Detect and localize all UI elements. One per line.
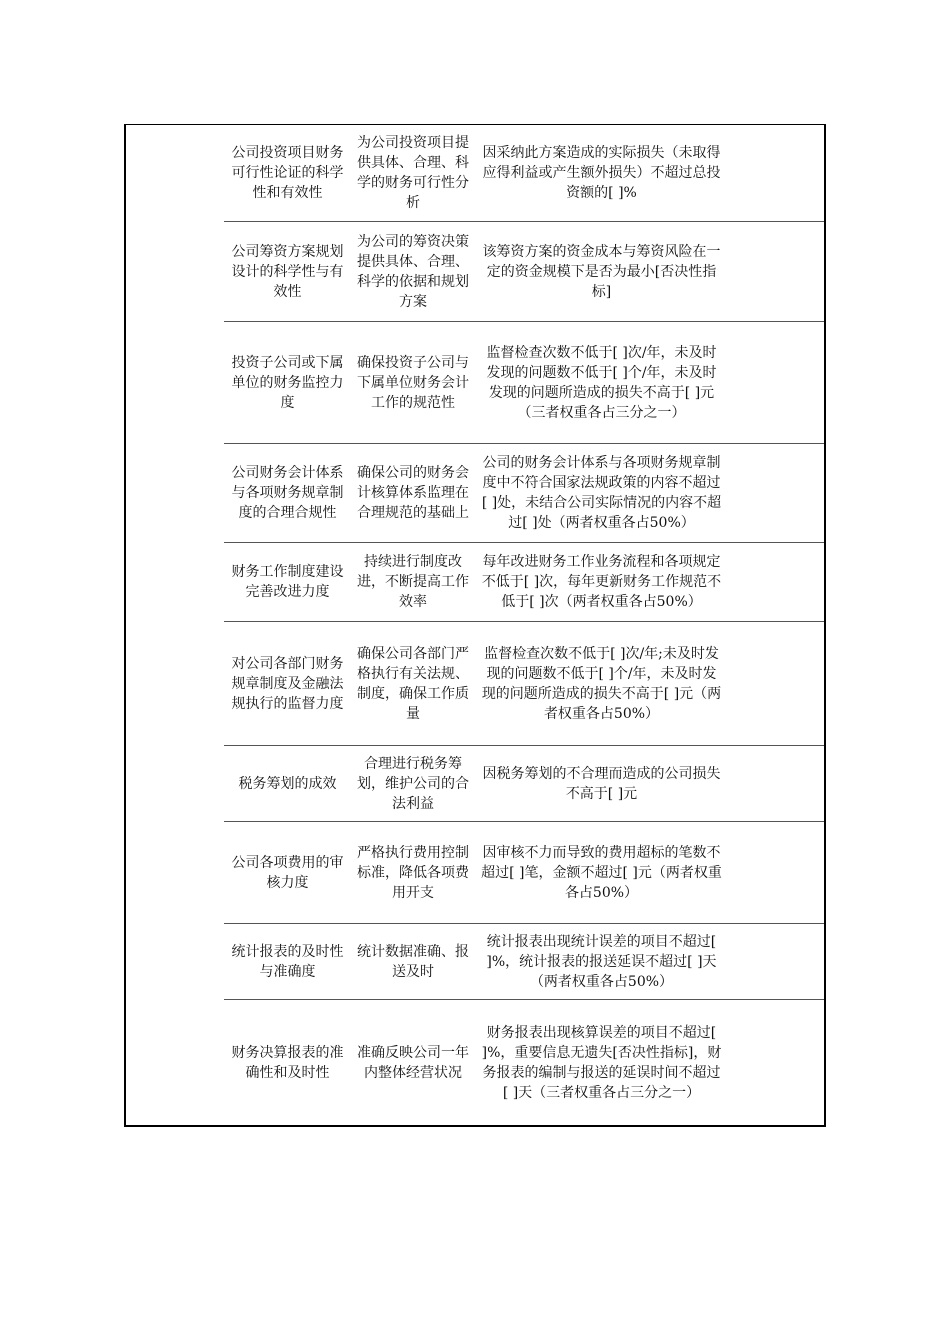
item-cell: 公司筹资方案规划设计的科学性与有效性: [231, 243, 344, 300]
table-row: [224, 1000, 824, 1125]
table-row: [224, 322, 824, 444]
goal-cell: 持续进行制度改进，不断提高工作效率: [357, 554, 469, 610]
standard-cell: 每年改进财务工作业务流程和各项规定不低于[ ]次，每年更新财务工作规范不低于[ ]次（两者权重各占50%）: [481, 554, 722, 610]
item-cell: 财务决算报表的准确性和及时性: [231, 1044, 344, 1081]
item-cell: 税务筹划的成效: [238, 775, 337, 792]
goal-cell: 为公司的筹资决策提供具体、合理、科学的依据和规划方案: [357, 233, 469, 310]
table-row: [224, 444, 824, 543]
standard-cell: 财务报表出现核算误差的项目不超过[ ]%，重要信息无遗失[否决性指标]，财务报表的编制与报送的延误时间不超过[ ]天（三者权重各占三分之一）: [481, 1024, 722, 1101]
item-cell: 对公司各部门财务规章制度及金融法规执行的监督力度: [231, 655, 344, 712]
table-row: [224, 543, 824, 622]
table-row: [224, 746, 824, 822]
standard-cell: 统计报表出现统计误差的项目不超过[ ]%，统计报表的报送延误不超过[ ]天（两者权重各占50%）: [486, 933, 717, 990]
table-row: [224, 822, 824, 924]
goal-cell: 合理进行税务筹划，维护公司的合法利益: [357, 755, 469, 812]
standard-cell: 因税务筹划的不合理而造成的公司损失不高于[ ]元: [482, 765, 721, 802]
goal-cell: 严格执行费用控制标准，降低各项费用开支: [357, 844, 469, 901]
goal-cell: 为公司投资项目提供具体、合理、科学的财务可行性分析: [357, 135, 469, 211]
standard-cell: 监督检查次数不低于[ ]次/年;未及时发现的问题数不低于[ ]个/年，未及时发现的问题所造成的损失不高于[ ]元（两者权重各占50%）: [481, 645, 722, 722]
item-cell: 投资子公司或下属单位的财务监控力度: [231, 354, 344, 411]
item-cell: 财务工作制度建设完善改进力度: [231, 564, 344, 600]
item-cell: 公司财务会计体系与各项财务规章制度的合理合规性: [231, 465, 344, 521]
item-cell: 公司各项费用的审核力度: [231, 854, 344, 891]
table-row: [224, 125, 824, 222]
goal-cell: 准确反映公司一年内整体经营状况: [357, 1044, 469, 1081]
item-cell: 统计报表的及时性与准确度: [231, 943, 344, 980]
standard-cell: 因采纳此方案造成的实际损失（未取得应得利益或产生额外损失）不超过总投资额的[ ]%: [482, 145, 721, 201]
goal-cell: 确保投资子公司与下属单位财务会计工作的规范性: [357, 354, 469, 411]
table-row: [224, 924, 824, 1000]
standard-cell: 该筹资方案的资金成本与筹资风险在一定的资金规模下是否为最小[否决性指标]: [482, 243, 721, 300]
goal-cell: 确保公司的财务会计核算体系监理在合理规范的基础上: [357, 465, 469, 521]
item-cell: 公司投资项目财务可行性论证的科学性和有效性: [231, 145, 344, 201]
standard-cell: 监督检查次数不低于[ ]次/年，未及时发现的问题数不低于[ ]个/年，未及时发现的问题所造成的损失不高于[ ]元（三者权重各占三分之一）: [486, 344, 717, 421]
standard-cell: 公司的财务会计体系与各项财务规章制度中不符合国家法规政策的内容不超过[ ]处，未结合公司实际情况的内容不超过[ ]处（两者权重各占50%）: [481, 455, 722, 531]
goal-cell: 确保公司各部门严格执行有关法规、制度，确保工作质量: [357, 645, 469, 722]
kpi-table: [124, 124, 826, 1127]
table-row: [224, 622, 824, 746]
goal-cell: 统计数据准确、报送及时: [357, 943, 469, 980]
standard-cell: 因审核不力而导致的费用超标的笔数不超过[ ]笔，金额不超过[ ]元（两者权重各占50%）: [481, 844, 722, 901]
table-row: [224, 222, 824, 322]
